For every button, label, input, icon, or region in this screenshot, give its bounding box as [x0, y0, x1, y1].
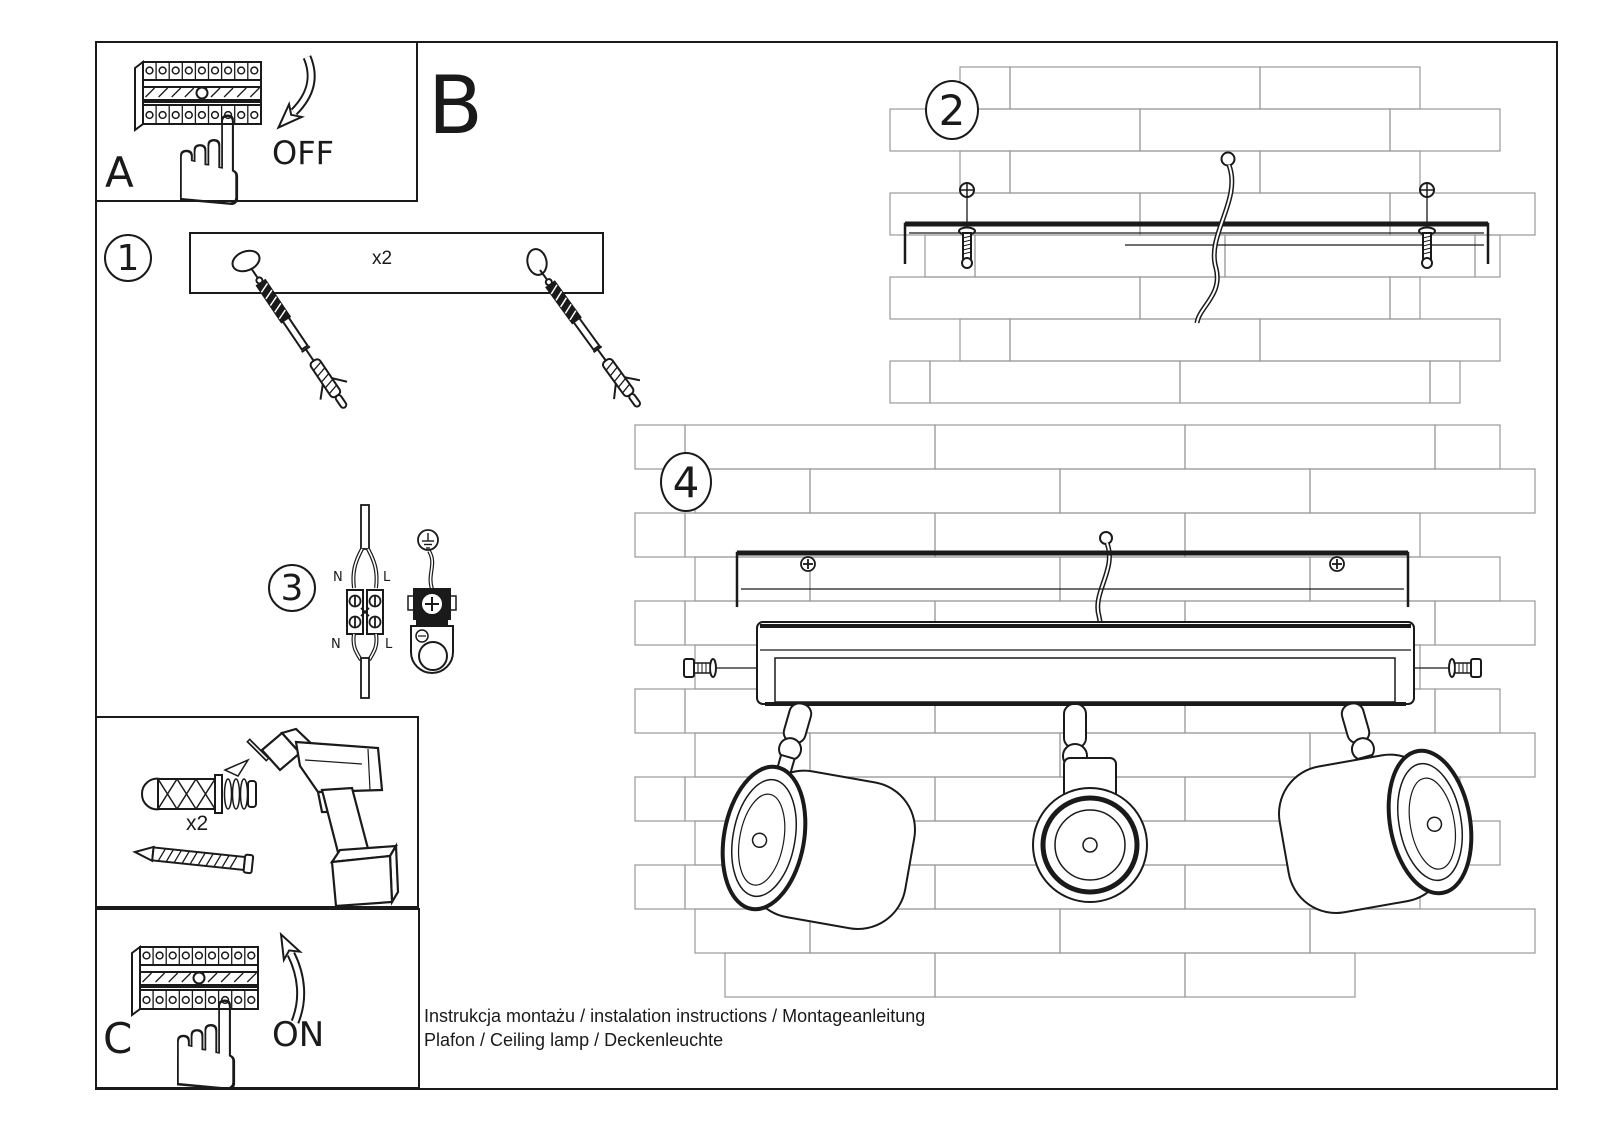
stage-b-label: B: [428, 59, 483, 152]
terminal-n-bottom: N: [331, 637, 341, 652]
terminal-n-top: N: [333, 570, 343, 585]
terminal-l-bottom: L: [385, 637, 393, 652]
tools-panel-box: [95, 716, 419, 908]
stage-a-label: A: [105, 148, 134, 197]
terminal-l-top: L: [383, 570, 391, 585]
power-on-label: ON: [272, 1015, 325, 1055]
step-2-badge: 2: [925, 80, 979, 140]
stage-c-label: C: [103, 1014, 133, 1063]
power-off-label: OFF: [272, 134, 334, 172]
bar-screws-quantity: x2: [372, 248, 393, 269]
panel-a-box: [95, 41, 418, 202]
panel-c-box: [95, 908, 420, 1089]
caption-line-2: Plafon / Ceiling lamp / Deckenleuchte: [424, 1030, 724, 1050]
step-3-badge: 3: [268, 564, 316, 612]
diagram-canvas: ☝: [0, 0, 1600, 1130]
caption-line-1: Instrukcja montażu / instalation instructions / Montageanleitung: [424, 1006, 926, 1026]
wall-plugs-quantity: x2: [186, 812, 209, 835]
step-4-badge: 4: [660, 452, 712, 512]
step-1-badge: 1: [104, 234, 152, 282]
